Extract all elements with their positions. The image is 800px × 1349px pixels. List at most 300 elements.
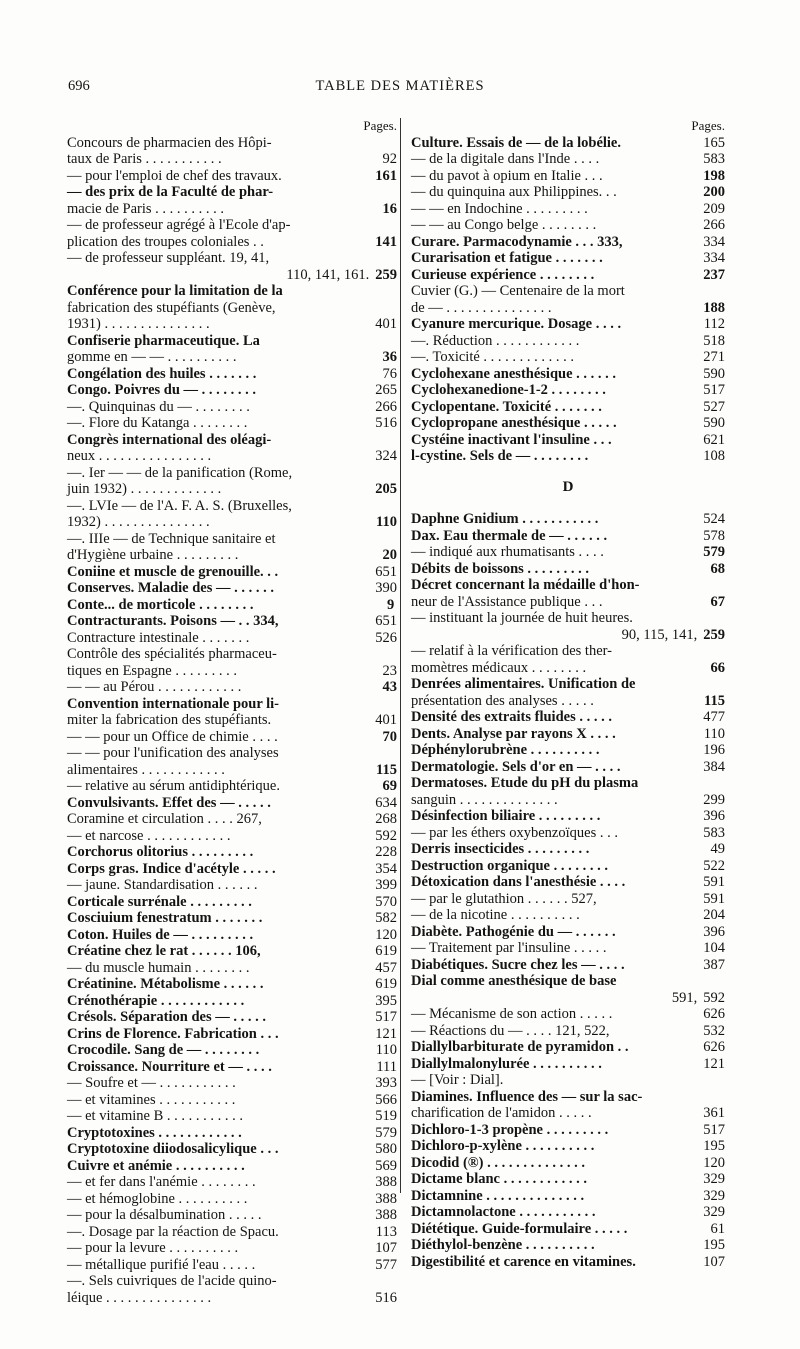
entry-text: Dents. Analyse par rayons X . . . . [411,725,616,742]
entry-line [67,679,397,696]
entry-text: — du quinquina aux Philippines. . . [411,184,617,200]
entry-line [411,151,725,168]
entry-text: Coramine et circulation . . . . 267, [67,811,262,827]
index-entry [411,891,725,908]
entry-line [67,844,397,861]
index-entry [411,1155,725,1172]
entry-line [411,1187,725,1205]
entry-text: Contracture intestinale . . . . . . . [67,629,250,646]
entry-text: — — pour un Office de chimie . . . . [67,728,278,745]
index-entry [411,234,725,251]
entry-line [77,267,397,284]
index-entry [411,1188,725,1205]
index-entry [411,1122,725,1139]
entry-line [67,514,397,531]
entry-line [411,316,725,333]
page-ref: 590 [703,415,725,431]
index-entry [411,528,725,545]
page-ref: 110 [703,725,725,742]
entry-text: tiques en Espagne . . . . . . . . . [67,662,237,679]
entry-text: — par les éthers oxybenzoïques . . . [411,824,618,841]
page-ref: 237 [703,266,725,283]
entry-line [67,893,397,911]
page-ref: 195 [703,1237,725,1253]
running-title: TABLE DES MATIÈRES [315,78,485,94]
page-ref: 200 [703,184,725,200]
index-list-right-c [411,135,725,465]
entry-line [411,1105,725,1122]
page-ref: 388 [375,1190,397,1207]
page-ref: 396 [703,808,725,824]
index-entry [411,973,725,990]
entry-line [411,890,725,908]
entry-line [411,1022,725,1040]
index-entry [67,1125,397,1142]
entry-text: momètres médicaux . . . . . . . . [411,659,587,676]
index-entry [411,858,725,875]
entry-text: Corchorus olitorius . . . . . . . . . [67,844,254,860]
index-entry [67,366,397,383]
index-entry [411,676,725,709]
index-entry [67,415,397,432]
entry-text: Diététique. Guide-formulaire . . . . . [411,1220,628,1237]
page-ref: 591 [703,874,725,890]
entry-text: Dictame blanc . . . . . . . . . . . . [411,1171,587,1187]
entry-line [411,448,725,465]
entry-line [411,676,725,693]
page-ref: 334 [703,233,725,250]
index-entry [411,561,725,578]
page-ref: 209 [703,200,725,217]
entry-text: 1931) . . . . . . . . . . . . . . . [67,316,210,332]
page-ref: 104 [703,940,725,956]
pages-heading: Pages. [363,118,397,133]
entry-line [67,926,397,944]
index-entry [67,1141,397,1158]
page-ref: 16 [382,200,397,217]
index-entry [411,1254,725,1271]
page-ref: 524 [703,511,725,527]
entry-text: Curarisation et fatigue . . . . . . . [411,250,603,266]
index-entry [411,316,725,333]
page-ref: 161 [375,167,397,184]
entry-line [67,1141,397,1158]
entry-line [67,827,397,845]
entry-line [67,712,397,729]
entry-text: Daphne Gnidium . . . . . . . . . . . [411,511,599,527]
index-entry [67,399,397,416]
index-entry [67,844,397,861]
index-entry [67,283,397,333]
entry-text: — métallique purifié l'eau . . . . . [67,1256,256,1273]
index-entry [67,465,397,498]
index-entry [67,250,397,267]
entry-line [411,233,725,251]
entry-line [411,1253,725,1271]
page-ref: 592 [703,989,725,1006]
entry-line [411,923,725,941]
entry-line [67,778,397,795]
entry-text: Dicodid (®) . . . . . . . . . . . . . . [411,1154,585,1171]
page-ref: 324 [375,448,397,464]
entry-line [411,742,725,759]
entry-text: Décret concernant la médaille d'hon- [411,577,640,593]
entry-line [411,349,725,366]
entry-text: — — pour l'unification des analyses [67,745,279,761]
entry-text: l-cystine. Sels de — . . . . . . . . [411,448,589,464]
entry-text: Dermatologie. Sels d'or en — . . . . [411,758,621,775]
page-ref: 266 [703,217,725,233]
index-entry [411,775,725,808]
entry-line [411,709,725,726]
index-entry [67,1042,397,1059]
entry-line [67,1190,397,1208]
entry-text: Destruction organique . . . . . . . . [411,857,608,874]
index-entry [67,795,397,812]
entry-text: Dichloro-p-xylène . . . . . . . . . . [411,1138,595,1154]
page-ref: 583 [703,824,725,841]
page-ref: 120 [375,926,397,943]
index-entry [411,726,725,743]
page-ref: 188 [703,299,725,316]
page-ref: 110 [375,1042,397,1058]
entry-text: taux de Paris . . . . . . . . . . . [67,151,222,167]
entry-line [411,134,725,152]
page-ref: 619 [375,976,397,992]
page-ref: 577 [375,1256,397,1273]
entry-line [411,299,725,317]
page-ref: 527 [703,398,725,415]
entry-text: Diabétiques. Sucre chez les — . . . . [411,956,625,973]
entry-line [67,448,397,465]
entry-text: —. Ier — — de la panification (Rome, [67,464,293,481]
entry-text: —. Réduction . . . . . . . . . . . . [411,332,580,349]
index-entry [67,217,397,250]
entry-line [67,464,397,482]
entry-line [411,907,725,924]
entry-text: Diamines. Influence des — sur la sac- [411,1088,643,1105]
entry-text: Diallylbarbiturate de pyramidon . . [411,1039,629,1055]
page-ref: 626 [703,1006,725,1022]
entry-text: —. Sels cuivriques de l'acide quino- [67,1273,277,1289]
page-ref: 196 [703,742,725,758]
entry-line [67,1174,397,1191]
entry-text: — et fer dans l'anémie . . . . . . . . [67,1174,256,1190]
entry-text: Diallylmalonylurée . . . . . . . . . . [411,1055,602,1072]
entry-text: neux . . . . . . . . . . . . . . . . [67,448,212,464]
entry-text: — de professeur suppléant. 19, 41, [67,250,270,266]
page-ref: 516 [375,415,397,431]
entry-text: — instituant la journée de huit heures. [411,610,633,626]
entry-line [411,874,725,891]
entry-text: — Mécanisme de son action . . . . . [411,1006,613,1022]
index-entry [411,168,725,185]
entry-line [67,134,397,152]
entry-line [411,1088,725,1106]
entry-line [411,184,725,201]
page-ref: 401 [375,712,397,728]
entry-line [411,365,725,383]
page-ref: 268 [375,811,397,827]
page-ref: 395 [375,992,397,1009]
entry-text: 591, [671,989,698,1006]
index-entry [411,1171,725,1188]
entry-text: Curieuse expérience . . . . . . . . [411,266,595,283]
entry-line [67,167,397,185]
index-entry [411,1089,725,1122]
index-entry [411,907,725,924]
entry-line [411,973,725,990]
index-entry [411,201,725,218]
page-ref: 590 [703,365,725,382]
page-ref: 115 [376,761,397,778]
page-ref: 526 [375,629,397,646]
index-list-right-d [411,511,725,1270]
entry-text: Curare. Parmacodynamie . . . 333, [411,233,623,250]
entry-line [411,775,725,792]
page-ref: 271 [703,349,725,365]
page-ref: 651 [375,563,397,580]
entry-text: —. Dosage par la réaction de Spacu. [67,1223,279,1240]
entry-text: Confiserie pharmaceutique. La [67,332,260,349]
entry-text: Croissance. Nourriture et — . . . . [67,1058,272,1075]
entry-text: 90, 115, 141, [621,626,698,643]
index-entry [67,613,397,630]
entry-text: — relatif à la vérification des ther- [411,643,613,659]
entry-text: — relative au sérum antidiphtérique. [67,778,280,794]
entry-text: Corps gras. Indice d'acétyle . . . . . [67,860,276,877]
entry-text: Cyclohexane anesthésique . . . . . . [411,365,617,382]
entry-text: macie de Paris . . . . . . . . . . [67,200,225,217]
page-ref: 396 [703,923,725,940]
index-entry [411,511,725,528]
entry-text: Désinfection biliaire . . . . . . . . . [411,808,601,824]
page-ref: 9 [395,597,397,614]
entry-line [411,940,725,957]
entry-text: Dial comme anesthésique de base [411,973,617,989]
entry-text: Conférence pour la limitation de la [67,283,283,299]
entry-text: d'Hygiène urbaine . . . . . . . . . [67,547,239,563]
entry-line [67,613,397,630]
page-ref: 165 [703,134,725,151]
entry-text: — pour l'emploi de chef des travaux. [67,167,282,184]
entry-text: léique . . . . . . . . . . . . . . . [67,1289,212,1306]
page-ref: 266 [375,398,397,415]
entry-line [67,1009,397,1026]
entry-line [67,398,397,416]
index-entry [411,643,725,676]
page-ref: 69 [382,778,397,794]
page-ref: 265 [375,382,397,398]
index-entry [67,778,397,795]
index-entry [67,1257,397,1274]
entry-text: — et vitamine B . . . . . . . . . . . [67,1108,243,1124]
entry-line [411,791,725,809]
entry-line [67,382,397,399]
index-entry [411,1221,725,1238]
index-entry [67,1240,397,1257]
entry-line [411,266,725,284]
entry-text: fabrication des stupéfiants (Genève, [67,299,276,316]
index-entry [411,709,725,726]
entry-line [67,1075,397,1092]
index-entry [411,448,725,465]
entry-line [67,629,397,647]
index-entry [411,184,725,201]
page-ref: 107 [703,1253,725,1270]
entry-text: — Réactions du — . . . . 121, 522, [411,1022,610,1039]
entry-line [411,250,725,267]
entry-line [67,415,397,432]
entry-text: sanguin . . . . . . . . . . . . . . [411,791,558,808]
entry-text: Dictamnine . . . . . . . . . . . . . . [411,1187,585,1204]
entry-line [67,580,397,597]
index-entry [67,1108,397,1125]
entry-line [411,1006,725,1023]
page-ref: 517 [703,382,725,398]
entry-text: plication des troupes coloniales . . [67,233,264,250]
page-ref: 583 [703,151,725,167]
page-ref: 519 [375,1108,397,1124]
page-ref: 115 [704,692,725,709]
page-ref: 621 [703,431,725,448]
entry-line [411,610,725,627]
entry-text: Crocodile. Sang de — . . . . . . . . [67,1042,260,1058]
entry-line [67,1025,397,1043]
index-entry [67,1207,397,1224]
entry-line [67,1207,397,1224]
index-entry [67,1174,397,1191]
page-ref: 522 [703,857,725,874]
entry-line [67,332,397,350]
page-ref: 120 [703,1154,725,1171]
entry-text: Crins de Florence. Fabrication . . . [67,1025,279,1042]
page-ref: 532 [703,1022,725,1039]
entry-line [411,1171,725,1188]
index-entry [67,580,397,597]
index-entry [411,217,725,234]
index-entry [67,861,397,878]
entry-line [67,431,397,449]
index-entry [67,564,397,581]
entry-line [67,992,397,1010]
index-entry [67,382,397,399]
entry-line [67,811,397,828]
page-ref: 569 [375,1157,397,1174]
entry-line [411,1055,725,1073]
page-ref: 195 [703,1138,725,1154]
entry-line [411,398,725,416]
entry-line [411,1237,725,1254]
entry-line [411,593,725,611]
page-number: 696 [68,78,90,94]
entry-line [67,1223,397,1241]
index-entry [67,745,397,778]
entry-line [67,1273,397,1290]
entry-text: Coton. Huiles de — . . . . . . . . . [67,926,254,943]
page-ref: 108 [703,448,725,464]
entry-line [411,725,725,743]
entry-text: Contracturants. Poisons — . . 334, [67,613,279,629]
page-ref: 141 [375,233,397,250]
entry-text: 110, 141, 161. [286,266,370,283]
entry-text: — — au Pérou . . . . . . . . . . . . [67,679,242,695]
entry-text: Diéthylol-benzène . . . . . . . . . . [411,1237,595,1253]
entry-line [67,1289,397,1307]
index-entry [411,283,725,316]
entry-line [411,511,725,528]
entry-text: — jaune. Standardisation . . . . . . [67,877,258,893]
entry-text: Cystéine inactivant l'insuline . . . [411,431,612,448]
entry-text: Déphénylorubrène . . . . . . . . . . [411,742,600,758]
page-ref: 43 [382,679,397,695]
index-entry [67,531,397,564]
entry-line [67,910,397,927]
page-ref: 477 [703,709,725,725]
index-entry [67,432,397,465]
entry-line [67,1058,397,1076]
entry-text: — de la nicotine . . . . . . . . . . [411,907,580,923]
entry-text: Conte... de morticole . . . . . . . . [67,596,254,613]
entry-text: —. Toxicité . . . . . . . . . . . . . [411,349,575,365]
entry-line [411,332,725,350]
entry-line [67,349,397,366]
entry-line [411,1121,725,1139]
entry-text: Digestibilité et carence en vitamines. [411,1253,636,1270]
entry-text: — — en Indochine . . . . . . . . . [411,200,588,217]
entry-line [67,943,397,960]
entry-text: charification de l'amidon . . . . . [411,1105,592,1121]
index-entry [411,544,725,561]
entry-text: Diabète. Pathogénie du — . . . . . . [411,923,616,940]
entry-text: — — au Congo belge . . . . . . . . [411,217,597,233]
entry-text: Derris insecticides . . . . . . . . . [411,841,590,857]
entry-line [411,841,725,858]
entry-line [67,877,397,894]
index-entry [411,399,725,416]
entry-line [411,415,725,432]
index-entry [411,1056,725,1073]
page-ref: 582 [375,910,397,926]
entry-text: Congélation des huiles . . . . . . . [67,365,257,382]
entry-line [411,527,725,545]
entry-line [67,745,397,762]
page-ref: 68 [710,560,725,577]
entry-text: 1932) . . . . . . . . . . . . . . . [67,514,210,530]
page-ref: 107 [375,1240,397,1256]
index-entry [67,1158,397,1175]
entry-text: — et narcose . . . . . . . . . . . . [67,827,231,844]
page-ref: 329 [703,1171,725,1187]
entry-line [411,808,725,825]
entry-line [67,1256,397,1274]
index-entry [411,349,725,366]
entry-line [411,1072,725,1089]
entry-line [67,233,397,251]
entry-line [411,692,725,710]
page-ref: 384 [703,758,725,775]
index-entry [67,646,397,679]
entry-text: Créatinine. Métabolisme . . . . . . [67,976,264,992]
page-ref: 110 [376,514,397,530]
entry-text: Cryptotoxines . . . . . . . . . . . . [67,1124,242,1141]
entry-line [411,956,725,974]
entry-text: Concours de pharmacien des Hôpi- [67,134,272,151]
entry-line [411,382,725,399]
page-ref: 626 [703,1039,725,1055]
index-entry [67,828,397,845]
entry-line [411,758,725,776]
